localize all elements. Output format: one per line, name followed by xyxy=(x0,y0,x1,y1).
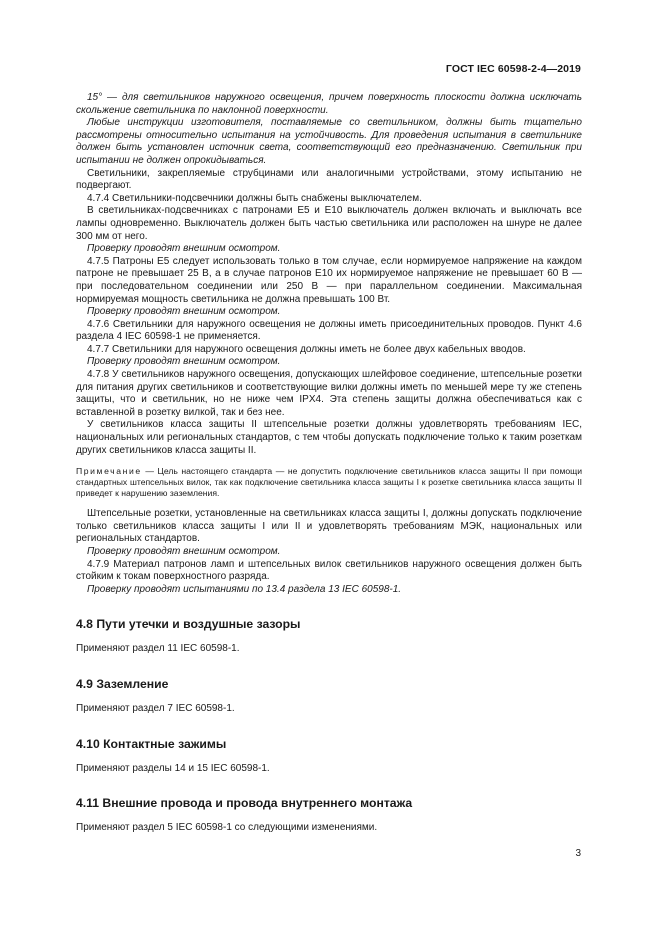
paragraph: 4.7.7 Светильники для наружного освещения должны иметь не более двух кабельных вводов. xyxy=(87,343,526,355)
note-text: — Цель настоящего стандарта — не допустить подключение светильников класса защиты II при помощи стандартных штепсельных вилок, так как подключение светильника класса защиты I к розетке светильника класса защиты II приведет к нарушению заземления. xyxy=(76,466,583,499)
paragraph: Проверку проводят внешним осмотром. xyxy=(87,546,281,557)
section-text: Применяют разделы 14 и 15 IEC 60598-1. xyxy=(76,762,270,774)
section-heading: 4.10 Контактные зажимы xyxy=(76,736,227,751)
section-text: Применяют раздел 5 IEC 60598-1 со следующими изменениями. xyxy=(76,822,378,834)
note-label: Примечание xyxy=(76,466,142,477)
paragraph: Проверку проводят внешним осмотром. xyxy=(87,306,281,318)
body-paragraphs-2 xyxy=(76,508,582,596)
document-header: ГОСТ IEC 60598-2-4—2019 xyxy=(445,63,581,75)
paragraph: 4.7.4 Светильники-подсвечники должны быть снабжены выключателем. xyxy=(87,192,422,204)
section-text: Применяют раздел 11 IEC 60598-1. xyxy=(76,643,240,655)
paragraph: 4.7.9 Материал патронов ламп и штепсельных вилок светильников наружного освещения должен быть стойким к токам поверхностного разряда. xyxy=(76,558,582,583)
sections xyxy=(76,617,582,834)
section-heading: 4.8 Пути утечки и воздушные зазоры xyxy=(76,617,301,632)
paragraph: Проверку проводят внешним осмотром. xyxy=(87,356,281,368)
paragraph: 15° — для светильников наружного освещения, причем поверхность плоскости должна исключать скольжение светильника по наклонной поверхности. xyxy=(76,92,582,116)
section-heading: 4.9 Заземление xyxy=(76,676,169,691)
paragraph: 4.7.5 Патроны Е5 следует использовать только в том случае, если нормируемое напряжение на каждом патроне не превышает 25 В, а в случае патронов Е10 их нормируемое напряжение не превышает 60 В — при последовательном соединении или 250 В — при параллельном соединении. Максимальная нормируемая мощность светильника не должна превышать 100 Вт. xyxy=(76,255,582,305)
paragraph: 4.7.6 Светильники для наружного освещения не должны иметь присоединительных проводов. Пункт 4.6 раздела 4 IEC 60598-1 не применяется. xyxy=(76,318,582,343)
document-body xyxy=(76,92,582,835)
paragraph: Светильники, закрепляемые струбцинами или аналогичными устройствами, этому испытанию не подвергают. xyxy=(76,167,582,192)
page-number: 3 xyxy=(575,848,581,859)
body-paragraphs xyxy=(76,92,582,457)
paragraph: 4.7.8 У светильников наружного освещения, допускающих шлейфовое соединение, штепсельные розетки для питания других светильников и соответствующие вилки должны иметь по меньшей мере ту же степень защиты, что и светильник, но не ниже чем IPX4. Эта степень защиты должна обеспечиваться как с вставленной в розетку вилкой, так и без нее. xyxy=(76,369,582,418)
paragraph: Штепсельные розетки, установленные на светильниках класса защиты I, должны допускать подключение только светильников класса защиты I или II и удовлетворять требованиям МЭК, национальных или региональных стандартов. xyxy=(76,508,582,545)
paragraph: У светильников класса защиты II штепсельные розетки должны удовлетворять требованиям IEC, национальных или региональных стандартов, с тем чтобы допускать подключение только к таким розеткам других светильников класса защиты II. xyxy=(76,419,582,456)
paragraph: Любые инструкции изготовителя, поставляемые со светильником, должны быть тщательно рассмотрены относительно испытания на устойчивость. Для проведения испытания в светильнике должен быть установлен источник света, соответствующий его предназначению. Светильник при испытании не должен опрокидываться. xyxy=(76,117,582,166)
section-heading: 4.11 Внешние провода и провода внутреннего монтажа xyxy=(76,796,413,811)
paragraph: Проверку проводят испытаниями по 13.4 раздела 13 IEC 60598-1. xyxy=(87,583,402,595)
note-block xyxy=(76,466,582,499)
paragraph: Проверку проводят внешним осмотром. xyxy=(87,243,281,255)
paragraph: В светильниках-подсвечниках с патронами Е5 и Е10 выключатель должен включать и выключать все лампы одновременно. Выключатель должен быть частью светильника или расположен на шнуре не далее 300 мм от него. xyxy=(76,205,582,242)
section-text: Применяют раздел 7 IEC 60598-1. xyxy=(76,702,235,714)
